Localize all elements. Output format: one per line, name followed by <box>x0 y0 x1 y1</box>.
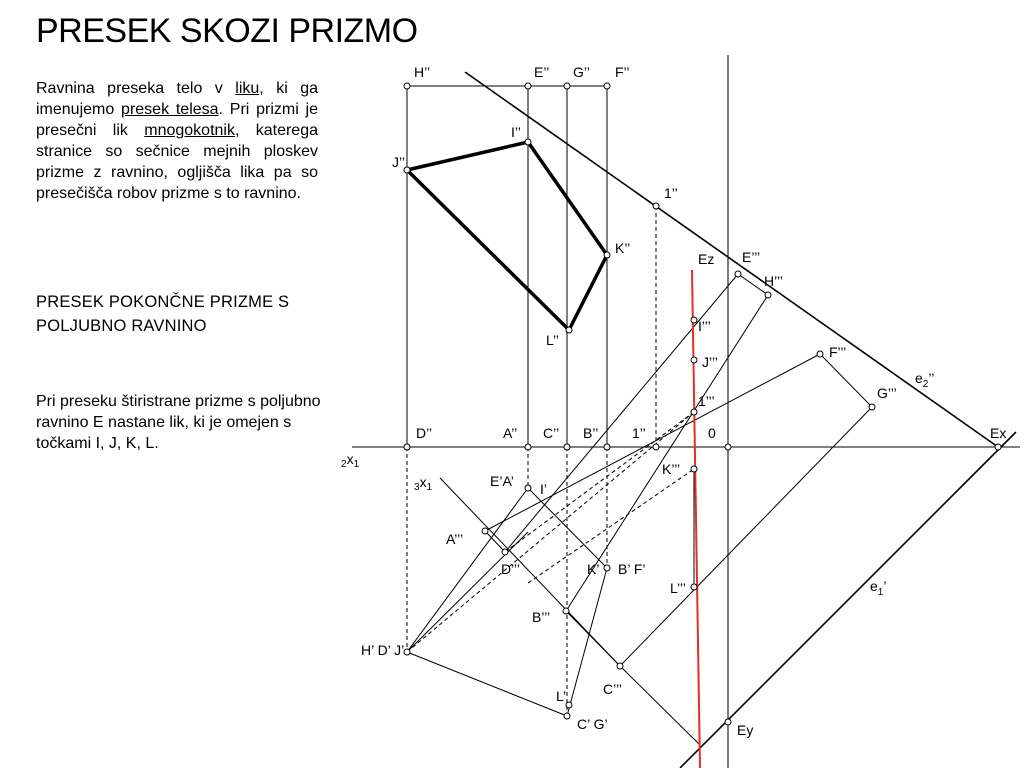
label-F2: F’’ <box>615 64 630 80</box>
section-heading-line2: POLJUBNO RAVNINO <box>36 317 207 335</box>
point-E3 <box>735 271 741 277</box>
label-L2: L’’ <box>546 332 559 348</box>
label-e2 <box>915 370 934 390</box>
label-L3: L’’’ <box>670 580 686 596</box>
section-heading-line1: PRESEK POKONČNE PRIZME S <box>36 293 290 311</box>
label-D3: D’’’ <box>501 561 520 577</box>
label-e1 <box>870 578 886 598</box>
label-K2: K’’ <box>615 240 631 256</box>
label-e1-sub: 1 <box>877 587 884 598</box>
fold-to-ey <box>620 666 700 745</box>
label-Ex: Ex <box>990 425 1007 441</box>
label-1-3: 1’’’ <box>698 393 715 409</box>
term-mnogokotnik: mnogokotnik <box>144 122 235 139</box>
label-I2: I’’ <box>511 124 521 140</box>
point-J3 <box>691 357 697 363</box>
label-EA1: E’A’ <box>490 473 514 489</box>
label-axis-x12-letter: x <box>346 451 354 467</box>
label-e2-letter: e <box>915 370 923 386</box>
label-E2: E’’ <box>534 64 550 80</box>
point-I2 <box>525 139 531 145</box>
label-zero: 0 <box>708 425 716 441</box>
label-B2: B’’ <box>583 425 599 441</box>
point-L3 <box>691 584 697 590</box>
term-liku: liku <box>235 80 260 97</box>
label-C3: C’’’ <box>603 681 622 697</box>
label-CG1: C’ G’ <box>577 716 608 732</box>
point-L2 <box>566 327 572 333</box>
red-line <box>692 270 700 768</box>
point-labels <box>341 64 1006 738</box>
label-e1-letter: e <box>870 578 878 594</box>
conclusion-paragraph: Pri preseku štiristrane prizme s poljubno ravnino E nastane lik, ki je omejen s točkami I, J, K, L. <box>36 393 321 452</box>
point-E2 <box>525 83 531 89</box>
label-axis-x12-pre: 2 <box>341 459 347 470</box>
label-Ey: Ey <box>737 722 754 738</box>
point-1-2 <box>653 203 659 209</box>
point-C2 <box>564 444 570 450</box>
label-1-2: 1’’ <box>664 185 678 201</box>
point-F2 <box>604 83 610 89</box>
point-B2 <box>604 444 610 450</box>
label-Ez: Ez <box>698 251 715 267</box>
label-A2: A’’ <box>503 425 518 441</box>
label-HDJ1: H’ D’ J’ <box>361 642 405 658</box>
point-Ex <box>995 444 1001 450</box>
point-A2 <box>525 444 531 450</box>
section-outline <box>407 142 607 330</box>
label-B3: B’’’ <box>532 609 551 625</box>
label-F3: F’’’ <box>829 344 847 360</box>
label-axis-x13-pre: 3 <box>414 482 420 493</box>
point-zero <box>725 444 731 450</box>
point-EA1 <box>525 485 531 491</box>
point-BF1 <box>604 565 610 571</box>
point-Ey <box>725 719 731 725</box>
f3-g3 <box>820 354 872 407</box>
point-K3 <box>691 466 697 472</box>
label-L1: L’ <box>556 688 567 704</box>
label-axis-x12-sub: 1 <box>353 459 360 470</box>
label-axis-x13-letter: x <box>419 474 427 490</box>
plan-b-c <box>567 568 607 716</box>
label-H3: H’’’ <box>764 273 783 289</box>
intro-text-4: , katerega stranice so sečnice mejnih ploskev prizme z ravnino, ogljišča lika pa so presečišča robov prizme s to ravnino. <box>36 122 319 202</box>
trace-e2 <box>465 72 998 447</box>
plan-c-d <box>407 652 567 716</box>
label-D2: D’’ <box>416 425 433 441</box>
point-H2 <box>404 83 410 89</box>
point-A3 <box>482 528 488 534</box>
intro-text-3: . Pri prizmi je presečni lik <box>36 101 319 139</box>
label-G2: G’’ <box>573 64 590 80</box>
label-K1: K’ <box>587 561 600 577</box>
label-J3: J’’’ <box>702 354 718 370</box>
intro-text-2: , ki ga imenujemo <box>36 80 318 118</box>
point-HDJ1 <box>404 649 410 655</box>
point-F3 <box>817 351 823 357</box>
point-D2 <box>404 444 410 450</box>
label-H2: H’’ <box>414 64 431 80</box>
point-K2 <box>604 252 610 258</box>
label-BF1: B’ F’ <box>618 561 646 577</box>
hidden-diag-3 <box>528 469 694 583</box>
point-1-3 <box>691 409 697 415</box>
term-presek-telesa: presek telesa <box>121 101 219 118</box>
trace-e1 <box>680 432 1016 768</box>
point-D3 <box>502 549 508 555</box>
plan-diag-1 <box>407 532 528 652</box>
point-G2 <box>564 83 570 89</box>
hidden-lines <box>407 412 694 716</box>
label-G3: G’’’ <box>877 385 897 401</box>
point-B3 <box>563 608 569 614</box>
label-I3: I’’’ <box>698 318 711 334</box>
label-J2: J’’ <box>392 154 405 170</box>
point-1-2b <box>653 444 659 450</box>
label-C2: C’’ <box>543 425 560 441</box>
construction-lines <box>352 55 1020 768</box>
label-e2-sub: 2 <box>922 379 929 390</box>
point-H3 <box>765 292 771 298</box>
label-e2-mark: ’’ <box>928 370 935 386</box>
hidden-diag-2 <box>505 412 694 552</box>
label-1-2b: 1’’ <box>632 425 646 441</box>
point-C3 <box>617 663 623 669</box>
point-CG1 <box>564 713 570 719</box>
label-axis-x13-sub: 1 <box>426 482 433 493</box>
slide-title: PRESEK SKOZI PRIZMO <box>36 12 418 50</box>
label-I1: I’ <box>540 481 547 497</box>
label-e1-mark: ’ <box>883 578 887 594</box>
intro-text-1: Ravnina preseka telo v <box>36 80 236 97</box>
point-G3 <box>869 404 875 410</box>
point-I3 <box>691 317 697 323</box>
point-L1 <box>566 702 572 708</box>
label-E3: E’’’ <box>742 249 761 265</box>
label-K3: K’’’ <box>662 461 681 477</box>
label-axis-x13 <box>414 474 433 493</box>
d3-e3 <box>505 274 738 552</box>
label-axis-x12 <box>341 451 360 470</box>
label-A3: A’’’ <box>446 531 464 547</box>
